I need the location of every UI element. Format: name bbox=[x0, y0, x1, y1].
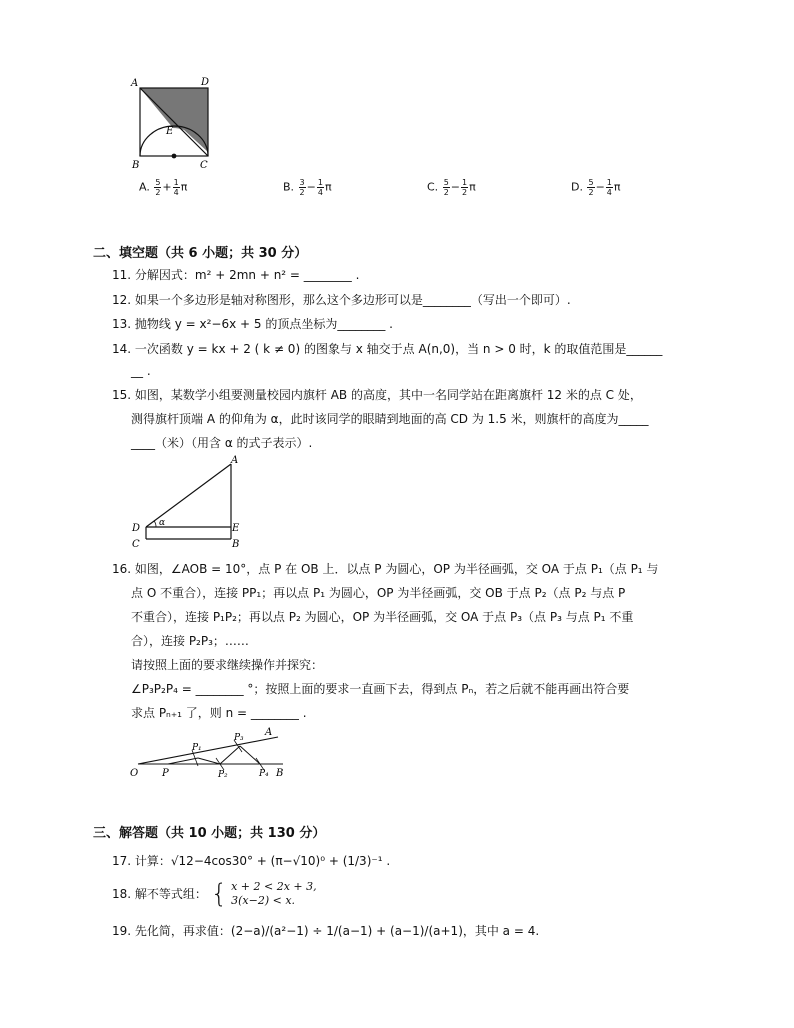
segment-p2p3 bbox=[220, 746, 240, 764]
question-19: 19. 先化简，再求值：(2−a)/(a²−1) ÷ 1/(a−1) + (a−1)/(a+1)，其中 a = 4. bbox=[112, 924, 540, 938]
label-A: A bbox=[131, 78, 139, 89]
question-12: 12. 如果一个多边形是轴对称图形，那么这个多边形可以是________（写出一个即可）. bbox=[112, 293, 571, 307]
question-14-line1: 14. 一次函数 y = kx + 2 ( k ≠ 0) 的图象与 x 轴交于点 A(n,0)，当 n > 0 时，k 的取值范围是______ bbox=[112, 342, 663, 356]
question-18-prefix: 18. 解不等式组： bbox=[112, 887, 207, 901]
question-11: 11. 分解因式：m² + 2mn + n² = ________ . bbox=[112, 268, 360, 282]
label-A: A bbox=[231, 455, 239, 466]
label-alpha: α bbox=[159, 518, 166, 528]
inequality-brace: { bbox=[210, 879, 228, 909]
label-O: O bbox=[130, 768, 139, 779]
question-17: 17. 计算：√12−4cos30° + (π−√10)⁰ + (1/3)⁻¹ . bbox=[112, 854, 391, 868]
question-16-line5: 请按照上面的要求继续操作并探究： bbox=[131, 658, 324, 672]
choice-d: D. $\frac{5}{2}$ − $\frac{1}{4}$ π bbox=[571, 178, 621, 197]
angle-arcs-figure bbox=[128, 722, 298, 784]
question-18 bbox=[112, 880, 317, 908]
question-14-line2: __ . bbox=[131, 364, 151, 378]
label-E: E bbox=[232, 523, 240, 534]
section2-title: 二、填空题（共 6 小题；共 30 分） bbox=[93, 246, 308, 261]
angle-arc bbox=[154, 521, 156, 527]
inequality-1: x + 2 < 2x + 3, bbox=[231, 880, 317, 893]
question-15-line2: 测得旗杆顶端 A 的仰角为 α，此时该同学的眼睛到地面的高 CD 为 1.5 米，则旗杆的高度为_____ bbox=[131, 412, 649, 426]
label-A: A bbox=[265, 727, 273, 738]
label-P2: P₂ bbox=[218, 770, 228, 780]
question-16-line6: ∠P₃P₂P₄ = ________ °；按照上面的要求一直画下去，得到点 Pₙ，若之后就不能再画出符合要 bbox=[131, 682, 630, 696]
choice-a: A. $\frac{5}{2}$ + $\frac{1}{4}$ π bbox=[139, 178, 188, 197]
question-13: 13. 抛物线 y = x²−6x + 5 的顶点坐标为________ . bbox=[112, 317, 393, 331]
label-B: B bbox=[232, 539, 240, 550]
label-D: D bbox=[201, 77, 210, 88]
question-15-line1: 15. 如图，某数学小组要测量校园内旗杆 AB 的高度，其中一名同学站在距离旗杆 12 米的点 C 处， bbox=[112, 388, 642, 402]
label-C: C bbox=[132, 539, 140, 550]
segment-pp1 bbox=[168, 758, 198, 764]
label-P: P bbox=[162, 768, 169, 779]
label-B: B bbox=[132, 160, 140, 171]
label-P3: P₃ bbox=[234, 733, 244, 743]
center-dot bbox=[172, 154, 177, 159]
label-C: C bbox=[200, 160, 208, 171]
square-semicircle-figure bbox=[128, 72, 218, 172]
inequality-2: 3(x−2) < x. bbox=[231, 894, 296, 907]
question-16-line4: 合），连接 P₂P₃；…… bbox=[131, 634, 249, 648]
question-16-line7: 求点 Pₙ₊₁ 了，则 n = ________ . bbox=[131, 706, 307, 720]
label-P1: P₁ bbox=[192, 743, 202, 753]
question-16-line1: 16. 如图，∠AOB = 10°，点 P 在 OB 上．以点 P 为圆心，OP 为半径画弧，交 OA 于点 P₁（点 P₁ 与 bbox=[112, 562, 659, 576]
label-D: D bbox=[132, 523, 141, 534]
choice-c: C. $\frac{5}{2}$ − $\frac{1}{2}$ π bbox=[427, 178, 476, 197]
inequality-system bbox=[231, 880, 317, 908]
label-E: E bbox=[166, 126, 174, 137]
question-15-line3: ____（米）（用含 α 的式子表示）. bbox=[131, 436, 313, 450]
label-P4: P₄ bbox=[259, 769, 269, 779]
question-16-line3: 不重合），连接 P₁P₂；再以点 P₂ 为圆心，OP 为半径画弧，交 OA 于点 P₃（点 P₃ 与点 P₁ 不重 bbox=[131, 610, 634, 624]
flagpole-figure bbox=[128, 452, 248, 552]
question-16-line2: 点 O 不重合），连接 PP₁；再以点 P₁ 为圆心，OP 为半径画弧，交 OB 于点 P₂（点 P₂ 与点 P bbox=[131, 586, 626, 600]
segment-p3p4 bbox=[240, 746, 260, 764]
section3-title: 三、解答题（共 10 小题；共 130 分） bbox=[93, 826, 326, 841]
choice-b: B. $\frac{3}{2}$ − $\frac{1}{4}$ π bbox=[283, 178, 332, 197]
label-B: B bbox=[276, 768, 284, 779]
